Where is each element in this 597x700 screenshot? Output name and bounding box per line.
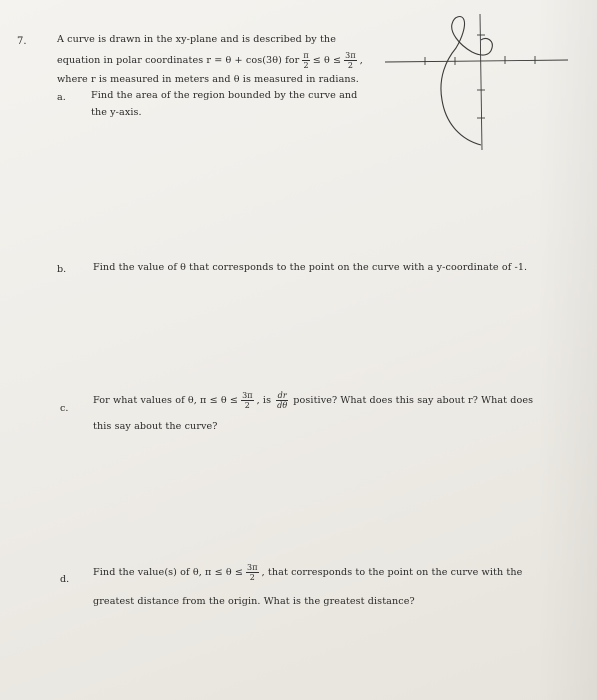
part-d-post: , that corresponds to the point on the curve with the xyxy=(261,567,523,578)
part-b-letter: b. xyxy=(57,264,67,275)
part-c-line-2: this say about the curve? xyxy=(93,421,218,432)
derivative-num: dr xyxy=(277,391,287,400)
part-c-frac-num: 3π xyxy=(242,391,253,400)
part-c-letter: c. xyxy=(60,403,69,414)
part-c-derivative xyxy=(276,391,288,410)
part-b-text: Find the value of θ that corresponds to the point on the curve with a y-coordinate of -1. xyxy=(93,262,528,273)
part-c-line-1 xyxy=(93,391,533,410)
equation-prefix: equation in polar coordinates r = θ + cos(3θ) for xyxy=(57,55,300,66)
curve-path xyxy=(441,17,492,145)
part-a-line-1: Find the area of the region bounded by the curve and xyxy=(91,90,358,101)
part-d-line-2: greatest distance from the origin. What is the greatest distance? xyxy=(93,596,415,607)
part-c-upper-bound xyxy=(241,391,254,410)
part-c-post: positive? What does this say about r? What does xyxy=(293,395,534,406)
lower-bound-den: 2 xyxy=(303,61,309,70)
problem-number: 7. xyxy=(17,36,27,47)
upper-bound-den: 2 xyxy=(347,61,354,70)
part-d-letter: d. xyxy=(60,574,70,585)
units-line: where r is measured in meters and θ is measured in radians. xyxy=(57,74,359,85)
equation-comma: , xyxy=(359,55,363,66)
part-c-pre: For what values of θ, π ≤ θ ≤ xyxy=(93,395,239,406)
intro-line-1: A curve is drawn in the xy-plane and is described by the xyxy=(57,34,336,45)
part-d-frac-num: 3π xyxy=(247,563,258,572)
equation-relation: ≤ θ ≤ xyxy=(312,55,342,66)
part-d-upper-bound xyxy=(246,563,259,582)
part-c-mid: , is xyxy=(256,395,272,406)
part-d-line-1 xyxy=(93,563,522,582)
derivative-den: dθ xyxy=(277,401,288,410)
lower-bound-num: π xyxy=(303,51,309,60)
y-axis xyxy=(480,14,482,150)
part-d-pre: Find the value(s) of θ, π ≤ θ ≤ xyxy=(93,567,244,578)
part-a-line-2: the y-axis. xyxy=(91,107,142,118)
x-axis xyxy=(385,60,568,62)
upper-bound-num: 3π xyxy=(345,51,356,60)
part-c-frac-den: 2 xyxy=(244,401,250,410)
part-d-frac-den: 2 xyxy=(249,573,255,582)
part-a-letter: a. xyxy=(57,92,66,103)
